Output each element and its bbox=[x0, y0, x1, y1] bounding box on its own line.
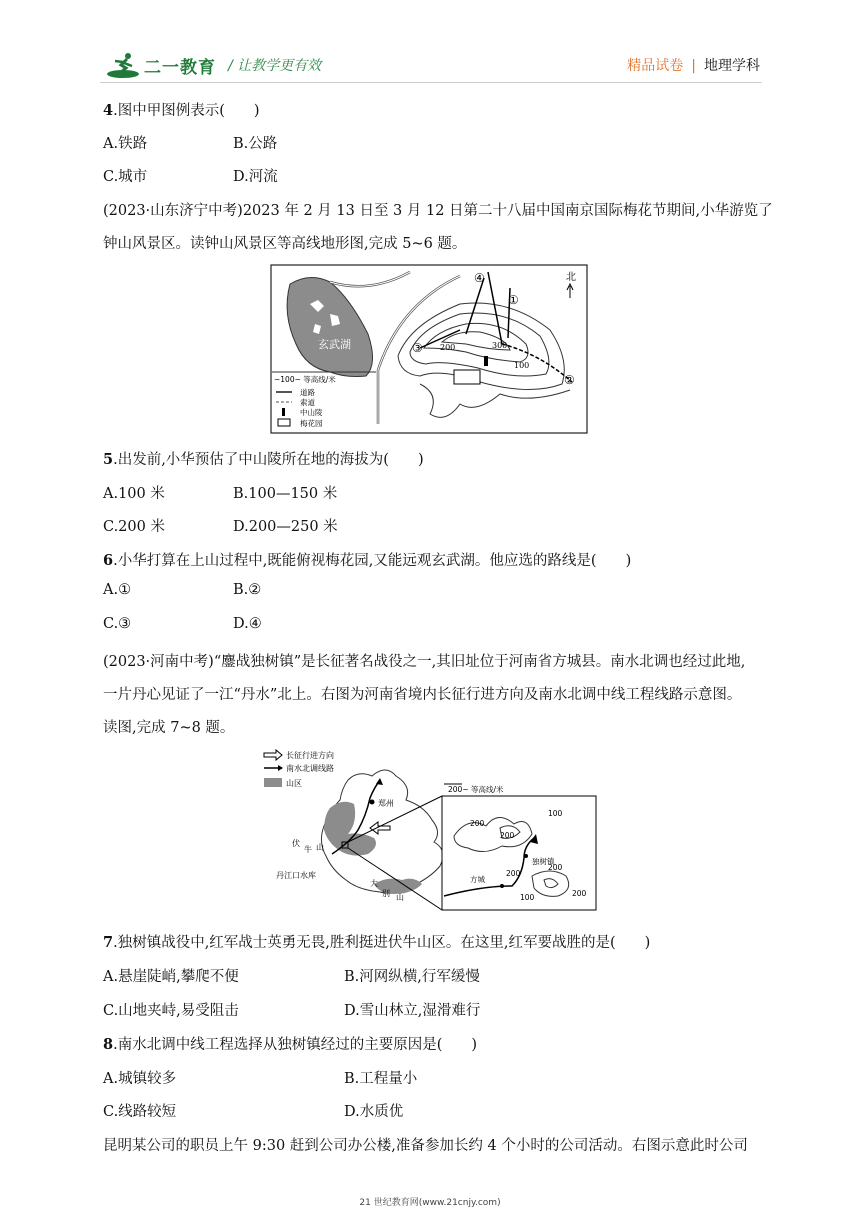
contour-label-300: 300 bbox=[492, 341, 508, 350]
runner-logo-icon bbox=[106, 51, 140, 79]
svg-text:中山陵: 中山陵 bbox=[300, 408, 323, 417]
slogan: / 让教学更有效 bbox=[228, 58, 322, 74]
contour-label-200: 200 bbox=[440, 343, 456, 352]
intro-1-line-2: 钟山风景区。读钟山风景区等高线地形图,完成 5~6 题。 bbox=[103, 236, 467, 252]
q8-option-a: A.城镇较多 bbox=[103, 1071, 177, 1087]
page-header bbox=[0, 0, 860, 92]
q4-option-a: A.铁路 bbox=[103, 136, 148, 152]
q8-option-c: C.线路较短 bbox=[103, 1104, 177, 1120]
svg-text:伏: 伏 bbox=[292, 839, 300, 848]
svg-text:梅花园: 梅花园 bbox=[300, 419, 323, 428]
q6-option-d: D.④ bbox=[233, 616, 262, 632]
intro-2-line-1: (2023·河南中考)“鏖战独树镇”是长征著名战役之一,其旧址位于河南省方城县。南水北调也经过此地, bbox=[103, 654, 746, 670]
question-5-stem: 5.出发前,小华预估了中山陵所在地的海拔为( ) bbox=[103, 451, 424, 468]
fangcheng-label: 方城 bbox=[470, 875, 485, 884]
svg-text:200: 200 bbox=[500, 831, 515, 840]
dushuzhen-label: 独树镇 bbox=[532, 857, 555, 866]
svg-text:山: 山 bbox=[396, 893, 404, 902]
q5-option-c: C.200 米 bbox=[103, 519, 165, 535]
svg-text:200: 200 bbox=[572, 889, 587, 898]
plum-garden-marker bbox=[454, 370, 480, 384]
q5-option-a: A.100 米 bbox=[103, 486, 165, 502]
route-2-label: ② bbox=[564, 373, 575, 387]
svg-text:南水北调线路: 南水北调线路 bbox=[286, 764, 334, 773]
header-right: 精品试卷 | 地理学科 bbox=[627, 58, 760, 74]
q6-option-a: A.① bbox=[103, 582, 132, 598]
header-label: 精品试卷 bbox=[627, 58, 684, 74]
svg-text:长征行进方向: 长征行进方向 bbox=[286, 751, 334, 760]
q4-option-d: D.河流 bbox=[233, 169, 278, 185]
header-divider bbox=[100, 82, 762, 83]
svg-text:200: 200 bbox=[506, 869, 521, 878]
svg-text:100: 100 bbox=[548, 809, 563, 818]
svg-text:200: 200 bbox=[548, 863, 563, 872]
intro-3-line-1: 昆明某公司的职员上午 9:30 赶到公司办公楼,准备参加长约 4 个小时的公司活动。右图示意此时公司 bbox=[103, 1138, 748, 1154]
map2-legend bbox=[264, 750, 334, 788]
svg-text:道路: 道路 bbox=[300, 388, 315, 397]
contour-label-100: 100 bbox=[514, 361, 530, 370]
lake-label: 玄武湖 bbox=[318, 338, 351, 351]
question-6-stem: 6.小华打算在上山过程中,既能俯视梅花园,又能远观玄武湖。他应选的路线是( ) bbox=[103, 552, 632, 569]
question-8-stem: 8.南水北调中线工程选择从独树镇经过的主要原因是( ) bbox=[103, 1036, 478, 1053]
logo bbox=[106, 50, 216, 80]
q5-option-b: B.100—150 米 bbox=[233, 486, 338, 502]
svg-text:~100~ 等高线/米: ~100~ 等高线/米 bbox=[274, 375, 336, 384]
intro-2-line-3: 读图,完成 7~8 题。 bbox=[103, 720, 235, 736]
north-label: 北 bbox=[566, 272, 576, 283]
header-subject: 地理学科 bbox=[704, 58, 760, 74]
henan-route-map bbox=[262, 746, 598, 918]
q6-option-b: B.② bbox=[233, 582, 262, 598]
route-4-label: ④ bbox=[474, 271, 485, 285]
q5-option-d: D.200—250 米 bbox=[233, 519, 338, 535]
q8-option-b: B.工程量小 bbox=[344, 1071, 418, 1087]
svg-text:大: 大 bbox=[370, 879, 378, 888]
q4-option-c: C.城市 bbox=[103, 169, 148, 185]
q7-option-b: B.河网纵横,行军缓慢 bbox=[344, 969, 480, 985]
q6-option-c: C.③ bbox=[103, 616, 132, 632]
zhongshan-contour-map bbox=[270, 264, 588, 434]
svg-text:山区: 山区 bbox=[286, 779, 302, 788]
q4-option-b: B.公路 bbox=[233, 136, 278, 152]
svg-text:山: 山 bbox=[316, 843, 324, 852]
danjiangkou-label: 丹江口水库 bbox=[276, 871, 316, 880]
route-1-label: ① bbox=[508, 293, 519, 307]
zhengzhou-label: 郑州 bbox=[378, 799, 394, 808]
q8-option-d: D.水质优 bbox=[344, 1104, 404, 1120]
intro-2-line-2: 一片丹心见证了一江“丹水”北上。右图为河南省境内长征行进方向及南水北调中线工程线路示意图。 bbox=[103, 687, 742, 703]
page-footer: 21 世纪教育网(www.21cnjy.com) bbox=[359, 1198, 501, 1208]
q7-option-c: C.山地夹峙,易受阻击 bbox=[103, 1003, 239, 1019]
q7-option-d: D.雪山林立,湿滑难行 bbox=[344, 1003, 481, 1019]
question-7-stem: 7.独树镇战役中,红军战士英勇无畏,胜利挺进伏牛山区。在这里,红军要战胜的是( ) bbox=[103, 934, 651, 951]
logo-text: 二一教育 bbox=[144, 57, 216, 78]
route-3-label: ③ bbox=[412, 341, 423, 355]
svg-text:索道: 索道 bbox=[300, 398, 315, 407]
inset-legend: 200~ 等高线/米 bbox=[448, 785, 504, 794]
svg-text:牛: 牛 bbox=[304, 845, 312, 854]
svg-text:100: 100 bbox=[520, 893, 535, 902]
svg-text:200: 200 bbox=[470, 819, 485, 828]
mausoleum-marker bbox=[484, 356, 488, 366]
q7-option-a: A.悬崖陡峭,攀爬不便 bbox=[103, 969, 239, 985]
question-4-stem: 4.图中甲图例表示( ) bbox=[103, 102, 260, 119]
svg-text:别: 别 bbox=[382, 889, 390, 898]
intro-1-line-1: (2023·山东济宁中考)2023 年 2 月 13 日至 3 月 12 日第二十八届中国南京国际梅花节期间,小华游览了 bbox=[103, 203, 773, 219]
